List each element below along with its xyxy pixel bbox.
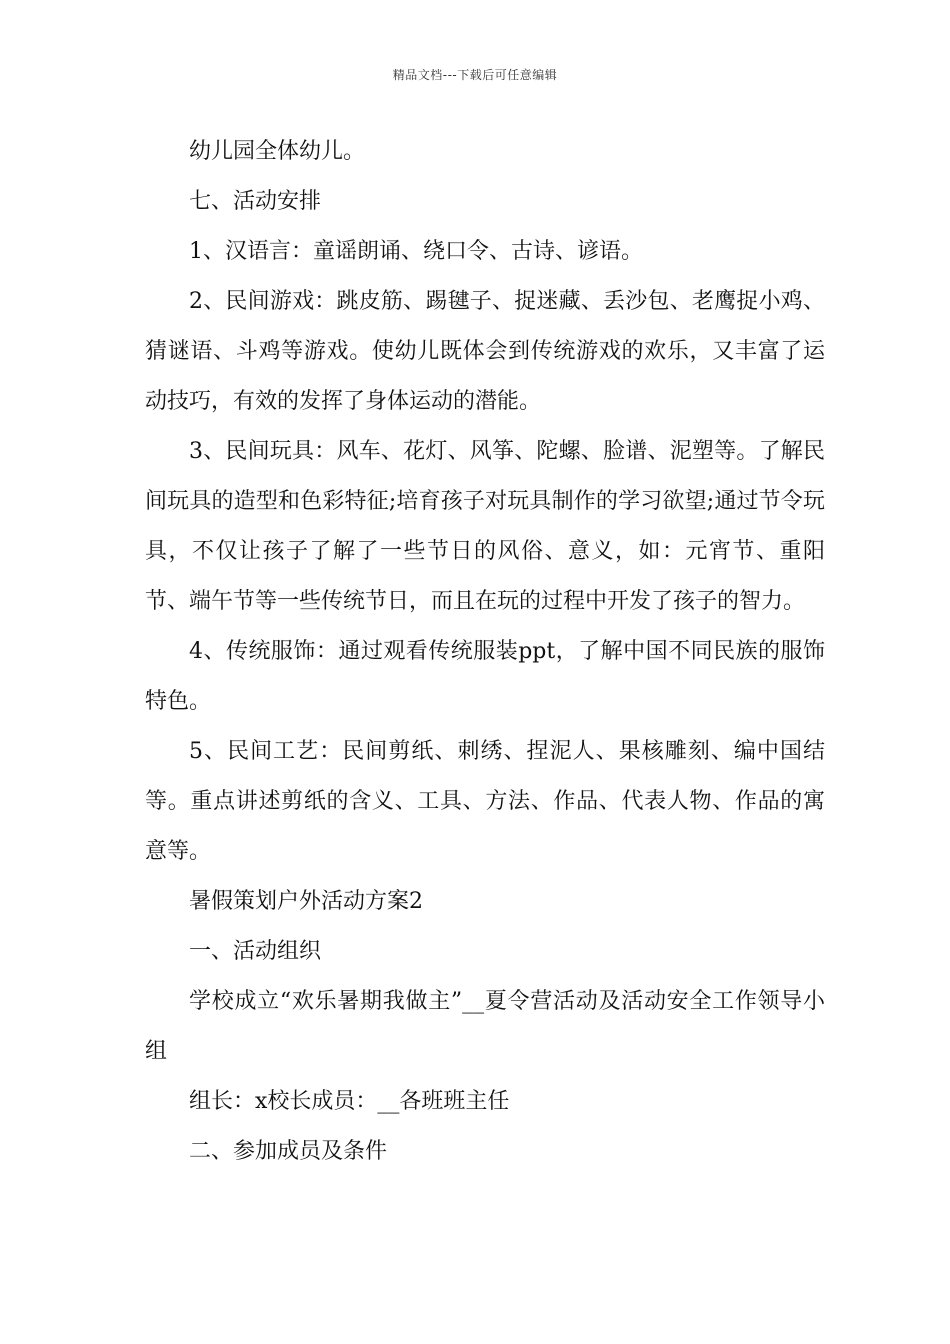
paragraph-traditional-costume: 4、传统服饰：通过观看传统服装ppt，了解中国不同民族的服饰特色。 <box>145 639 825 714</box>
section-heading-activity-schedule: 七、活动安排 <box>189 189 322 214</box>
paragraph-group-members: 组长：x校长成员：__各班班主任 <box>189 1089 510 1114</box>
paragraph-language: 1、汉语言：童谣朗诵、绕口令、古诗、谚语。 <box>189 239 643 264</box>
paragraph-folk-games: 2、民间游戏：跳皮筋、踢毽子、捉迷藏、丢沙包、老鹰捉小鸡、猜谜语、斗鸡等游戏。使幼儿既体会到传统游戏的欢乐，又丰富了运动技巧，有效的发挥了身体运动的潜能。 <box>145 289 825 414</box>
section-heading-participants: 二、参加成员及条件 <box>189 1139 388 1164</box>
paragraph-leadership-group: 学校成立“欢乐暑期我做主”__夏令营活动及活动安全工作领导小组 <box>145 989 825 1064</box>
section-title-plan-2: 暑假策划户外活动方案2 <box>189 889 423 914</box>
page-header: 精品文档---下载后可任意编辑 <box>392 68 558 82</box>
section-heading-organization: 一、活动组织 <box>189 939 322 964</box>
document-body <box>145 127 825 1177</box>
paragraph-folk-crafts: 5、民间工艺：民间剪纸、刺绣、捏泥人、果核雕刻、编中国结等。重点讲述剪纸的含义、工具、方法、作品、代表人物、作品的寓意等。 <box>145 739 825 864</box>
paragraph-participants: 幼儿园全体幼儿。 <box>189 139 366 164</box>
paragraph-folk-toys: 3、民间玩具：风车、花灯、风筝、陀螺、脸谱、泥塑等。了解民间玩具的造型和色彩特征;培育孩子对玩具制作的学习欲望;通过节令玩具，不仅让孩子了解了一些节日的风俗、意义，如：元宵节、重阳节、端午节等一些传统节日，而且在玩的过程中开发了孩子的智力。 <box>145 439 825 614</box>
